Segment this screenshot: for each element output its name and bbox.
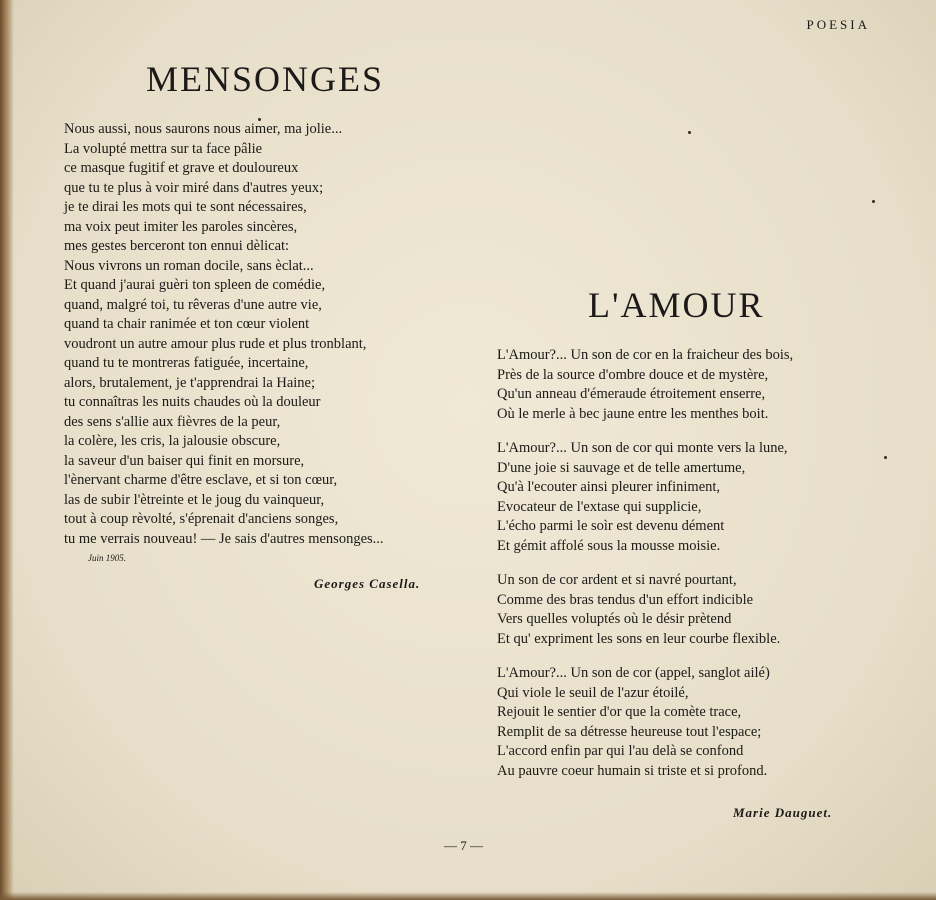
poem-line: que tu te plus à voir miré dans d'autres yeux; <box>64 179 324 196</box>
poem-line: quand tu te montreras fatiguée, incertaine, <box>64 355 309 371</box>
poem-line: tu connaîtras les nuits chaudes où la douleur <box>64 394 321 410</box>
poem-line: Qu'un anneau d'émeraude étroitement enserre, <box>497 386 766 402</box>
poem-mensonges-body <box>64 120 474 549</box>
poem-line: L'Amour?... Un son de cor en la fraicheur des bois, <box>497 347 794 363</box>
poem-line: L'écho parmi le soìr est devenu dément <box>497 518 725 534</box>
poem-stanza <box>497 664 877 781</box>
poem-line: la colère, les cris, la jalousie obscure, <box>64 433 281 449</box>
poem-line: Vers quelles voluptés où le désir prètend <box>497 611 732 627</box>
poem-line: Qui viole le seuil de l'azur étoilé, <box>497 684 689 701</box>
page-number: — 7 — <box>444 838 483 853</box>
poem-line: Comme des bras tendus d'un effort indicible <box>497 591 754 608</box>
poem-line: Et gémit affolé sous la mousse moisie. <box>497 537 721 554</box>
poem-amour-body <box>497 346 877 796</box>
poem-title-amour: L'AMOUR <box>588 285 765 325</box>
poem-title-mensonges: MENSONGES <box>146 59 385 99</box>
poem-line: tout à coup rèvolté, s'éprenait d'anciens songes, <box>64 511 339 527</box>
poem-line: Et qu' expriment les sons en leur courbe flexible. <box>497 630 781 647</box>
poem-line: Nous aussi, nous saurons nous aimer, ma jolie... <box>64 121 343 137</box>
poem-line: Un son de cor ardent et si navré pourtant, <box>497 572 737 588</box>
poem-line: ma voix peut imiter les paroles sincères, <box>64 218 298 235</box>
poem-line: ce masque fugitif et grave et douloureux <box>64 160 299 176</box>
poem-date: Juin 1905. <box>88 553 126 563</box>
poem-line: Rejouit le sentier d'or que la comète trace, <box>497 704 742 720</box>
poem-line: je te dirai les mots qui te sont nécessaires, <box>64 199 307 215</box>
poem-stanza <box>497 346 877 424</box>
ink-speck <box>258 118 261 121</box>
poem-line: quand, malgré toi, tu rêveras d'une autre vie, <box>64 296 322 313</box>
poem-stanza <box>497 571 877 649</box>
poem-line: la saveur d'un baiser qui finit en morsure, <box>64 452 305 469</box>
poem-line: L'accord enfin par qui l'au delà se confond <box>497 743 744 759</box>
poem-line: las de subir l'ètreinte et le joug du vainqueur, <box>64 491 325 508</box>
ink-speck <box>884 456 887 459</box>
binding-shadow <box>0 0 14 900</box>
ink-speck <box>872 200 875 203</box>
page-edge-shadow <box>0 892 936 900</box>
poem-line: D'une joie si sauvage et de telle amertume, <box>497 459 746 476</box>
poem-line: La volupté mettra sur ta face pâlie <box>64 140 263 157</box>
poem-line: voudront un autre amour plus rude et plus tronblant, <box>64 335 367 352</box>
author-signature-dauguet: Marie Dauguet. <box>733 805 833 820</box>
poem-line: Evocateur de l'extase qui supplicie, <box>497 498 702 515</box>
ink-speck <box>688 131 691 134</box>
poem-line: L'Amour?... Un son de cor qui monte vers la lune, <box>497 440 788 456</box>
poem-line: Et quand j'aurai guèri ton spleen de comédie, <box>64 277 326 293</box>
author-signature-casella: Georges Casella. <box>314 576 421 591</box>
poem-line: Au pauvre coeur humain si triste et si profond. <box>497 762 768 779</box>
poem-line: des sens s'allie aux fièvres de la peur, <box>64 413 281 430</box>
poem-line: quand ta chair ranimée et ton cœur violent <box>64 316 310 332</box>
poem-line: Nous vivrons un roman docile, sans èclat... <box>64 257 314 274</box>
poem-line: Qu'à l'ecouter ainsi pleurer infiniment, <box>497 479 721 495</box>
poem-line: l'ènervant charme d'être esclave, et si ton cœur, <box>64 472 338 488</box>
poem-line: L'Amour?... Un son de cor (appel, sanglot ailé) <box>497 665 770 681</box>
poem-line: Près de la source d'ombre douce et de mystère, <box>497 366 769 383</box>
running-head: POESIA <box>806 17 870 32</box>
poem-line: Remplit de sa détresse heureuse tout l'espace; <box>497 723 762 740</box>
poem-line: Où le merle à bec jaune entre les menthes boit. <box>497 405 769 422</box>
poem-stanza <box>497 439 877 556</box>
poem-line: tu me verrais nouveau! — Je sais d'autres mensonges... <box>64 530 384 547</box>
poem-line: mes gestes berceront ton ennui dèlicat: <box>64 238 290 254</box>
poem-line: alors, brutalement, je t'apprendrai la Haine; <box>64 374 316 391</box>
